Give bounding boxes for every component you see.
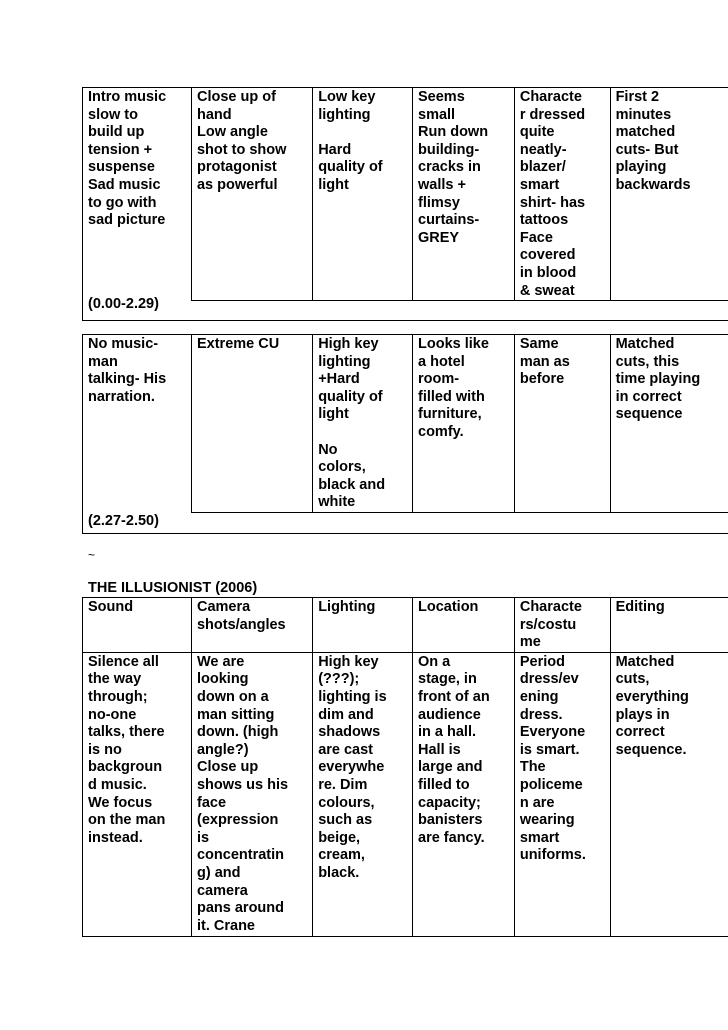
editing-cell: Matched cuts, this time playing in correct sequence [610, 335, 728, 513]
character-cell: Characte r dressed quite neatly- blazer/ smart shirt- has tattoos Face covered in blood & sweat [514, 88, 610, 301]
sound-cell: No music- man talking- His narration. [83, 335, 192, 513]
character-cell: Period dress/ev ening dress. Everyone is smart. The policeme n are wearing smart uniforms. [514, 652, 610, 936]
notes-table-1-row-2 [82, 334, 728, 513]
header-location: Location [413, 598, 515, 653]
table-row [83, 335, 728, 513]
camera-cell: We are looking down on a man sitting down. (high angle?) Close up shows us his face (expression is concentratin g) and camera pans around it. Crane [191, 652, 312, 936]
header-character: Characte rs/costu me [514, 598, 610, 653]
header-sound: Sound [83, 598, 192, 653]
table-border [82, 298, 83, 320]
table-row [83, 652, 728, 936]
lighting-cell: High key lighting +Hard quality of light No colors, black and white [313, 335, 413, 513]
timestamp-label: (0.00-2.29) [88, 296, 159, 312]
sound-cell: Intro music slow to build up tension + suspense Sad music to go with sad picture [83, 88, 192, 301]
table-header-row [83, 598, 728, 653]
location-cell: On a stage, in front of an audience in a hall. Hall is large and filled to capacity; banisters are fancy. [413, 652, 515, 936]
header-camera: Camera shots/angles [191, 598, 312, 653]
location-cell: Looks like a hotel room- filled with furniture, comfy. [413, 335, 515, 513]
table-row [83, 88, 728, 301]
illusionist-table [82, 597, 728, 937]
header-editing: Editing [610, 598, 728, 653]
section-title: THE ILLUSIONIST (2006) [88, 580, 258, 596]
character-cell: Same man as before [514, 335, 610, 513]
editing-cell: First 2 minutes matched cuts- But playing backwards [610, 88, 728, 301]
location-cell: Seems small Run down building- cracks in walls + flimsy curtains- GREY [413, 88, 515, 301]
sound-cell: Silence all the way through; no-one talks, there is no backgroun d music. We focus on the man instead. [83, 652, 192, 936]
row-divider [82, 320, 728, 321]
camera-cell: Extreme CU [191, 335, 312, 513]
row-divider [82, 533, 728, 534]
header-lighting: Lighting [313, 598, 413, 653]
notes-table-1-row-1 [82, 87, 728, 301]
timestamp-label: (2.27-2.50) [88, 513, 159, 529]
table-border [82, 510, 83, 533]
camera-cell: Close up of hand Low angle shot to show protagonist as powerful [191, 88, 312, 301]
separator-mark: ~ [88, 548, 96, 562]
lighting-cell: High key (???); lighting is dim and shadows are cast everywhe re. Dim colours, such as beige, cream, black. [313, 652, 413, 936]
lighting-cell: Low key lighting Hard quality of light [313, 88, 413, 301]
editing-cell: Matched cuts, everything plays in correct sequence. [610, 652, 728, 936]
